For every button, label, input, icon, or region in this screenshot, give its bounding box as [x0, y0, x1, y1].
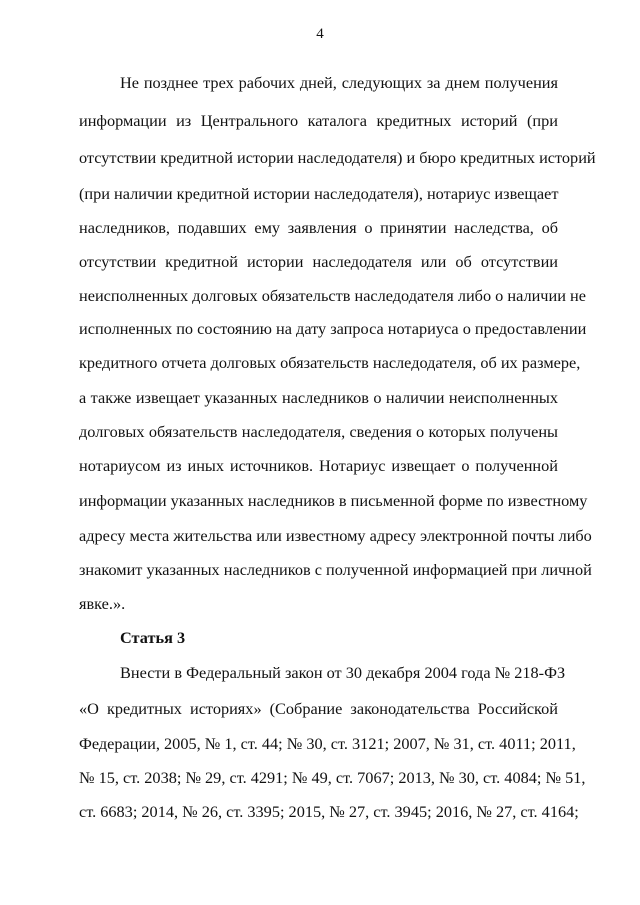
paragraph-line: долговых обязательств наследодателя, сведения о которых получены [79, 422, 558, 441]
paragraph-line: а также извещает указанных наследников о наличии неисполненных [79, 388, 558, 407]
article-heading: Статья 3 [120, 628, 186, 647]
paragraph-line: знакомит указанных наследников с полученной информацией при личной [79, 560, 592, 579]
paragraph-line: адресу места жительства или известному адресу электронной почты либо [79, 526, 592, 545]
paragraph-line: информации указанных наследников в письменной форме по известному [79, 491, 588, 510]
page-number: 4 [316, 26, 324, 42]
paragraph-line: явке.». [79, 594, 126, 613]
paragraph-line: (при наличии кредитной истории наследодателя), нотариус извещает [79, 184, 559, 203]
paragraph-line: отсутствии кредитной истории наследодателя) и бюро кредитных историй [79, 148, 596, 167]
paragraph-line: исполненных по состоянию на дату запроса нотариуса о предоставлении [79, 319, 587, 338]
paragraph-line: Не позднее трех рабочих дней, следующих за днем получения [120, 73, 558, 92]
paragraph-line: Внести в Федеральный закон от 30 декабря 2004 года № 218-ФЗ [120, 663, 566, 682]
paragraph-line: информации из Центрального каталога кредитных историй (при [79, 111, 558, 130]
paragraph-line: нотариусом из иных источников. Нотариус извещает о полученной [79, 456, 558, 475]
paragraph-line: Федерации, 2005, № 1, ст. 44; № 30, ст. 3121; 2007, № 31, ст. 4011; 2011, [79, 734, 576, 753]
paragraph-line: кредитного отчета долговых обязательств наследодателя, об их размере, [79, 353, 581, 372]
paragraph-line: наследников, подавших ему заявления о принятии наследства, об [79, 218, 558, 237]
paragraph-line: отсутствии кредитной истории наследодателя или об отсутствии [79, 252, 558, 271]
paragraph-line: «О кредитных историях» (Собрание законодательства Российской [79, 699, 558, 718]
paragraph-line: ст. 6683; 2014, № 26, ст. 3395; 2015, № 27, ст. 3945; 2016, № 27, ст. 4164; [79, 802, 579, 821]
paragraph-line: неисполненных долговых обязательств наследодателя либо о наличии не [79, 286, 586, 305]
paragraph-line: № 15, ст. 2038; № 29, ст. 4291; № 49, ст. 7067; 2013, № 30, ст. 4084; № 51, [79, 768, 586, 787]
